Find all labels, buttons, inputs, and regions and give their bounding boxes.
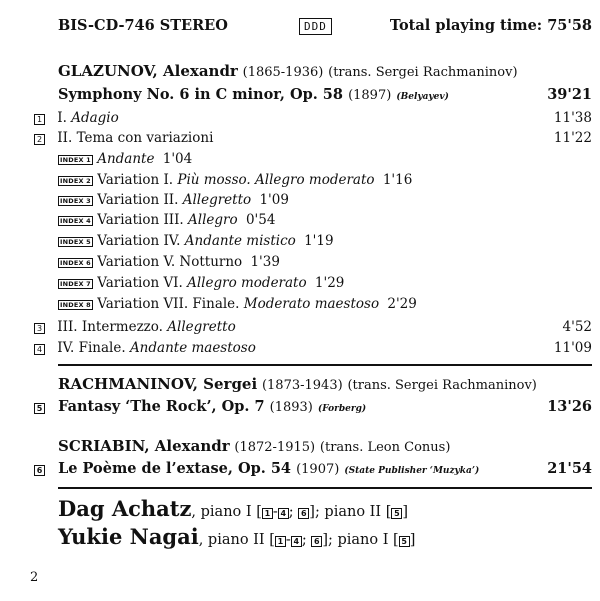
work-title: Le Poème de l’extase, Op. 54 bbox=[58, 460, 292, 477]
work-publisher: (Forberg) bbox=[317, 404, 367, 414]
track-number: 1 bbox=[262, 508, 273, 519]
work-publisher: (State Publisher ‘Muzyka’) bbox=[344, 466, 480, 476]
work-title: Symphony No. 6 in C minor, Op. 58 bbox=[58, 86, 343, 103]
index-duration: 1'39 bbox=[250, 254, 280, 270]
work-title-line bbox=[34, 398, 366, 415]
separator: ; bbox=[288, 504, 294, 520]
track-number: 5 bbox=[399, 536, 410, 547]
index-duration: 1'09 bbox=[259, 192, 289, 208]
movement-number: I. bbox=[57, 110, 67, 126]
performer-role: , piano II [ bbox=[198, 532, 275, 548]
work-title-line bbox=[34, 460, 479, 477]
index-duration: 1'16 bbox=[382, 172, 413, 188]
movement-line bbox=[34, 319, 236, 335]
index-marker: INDEX 2 bbox=[60, 177, 91, 185]
index-prefix: Variation VII. Finale. bbox=[97, 296, 240, 312]
range-dash: - bbox=[285, 532, 291, 548]
index-title: Allegretto bbox=[182, 192, 252, 208]
section-divider bbox=[58, 487, 592, 489]
index-title: Andante mistico bbox=[184, 233, 296, 249]
separator: ; bbox=[301, 532, 307, 548]
index-marker: INDEX 5 bbox=[60, 238, 91, 246]
index-title: Più mosso. Allegro moderato bbox=[177, 172, 375, 188]
index-marker: INDEX 4 bbox=[60, 217, 91, 225]
index-duration: 0'54 bbox=[245, 212, 276, 228]
bracket: ] bbox=[402, 504, 409, 520]
composer-name: SCRIABIN, Alexandr bbox=[58, 437, 230, 455]
catalog-number: BIS-CD-746 STEREO bbox=[58, 17, 228, 34]
work-title-line bbox=[58, 86, 449, 103]
movement-duration: 4'52 bbox=[562, 319, 592, 335]
track-number: 6 bbox=[34, 465, 45, 476]
bracket: ] bbox=[409, 532, 416, 548]
index-marker: INDEX 1 bbox=[60, 156, 91, 164]
movement-duration: 11'09 bbox=[553, 340, 592, 356]
performer-role: ]; piano II [ bbox=[309, 504, 392, 520]
index-prefix: Variation V. Notturno bbox=[97, 254, 243, 270]
track-number: 4 bbox=[34, 344, 45, 355]
movement-title: Tema con variazioni bbox=[76, 130, 214, 146]
total-playing-time: Total playing time: 75'58 bbox=[389, 17, 592, 34]
movement-number: IV. Finale. bbox=[57, 340, 126, 356]
page-number: 2 bbox=[30, 570, 39, 585]
movement-title: Andante maestoso bbox=[129, 340, 256, 356]
track-number: 5 bbox=[34, 403, 45, 414]
index-marker: INDEX 6 bbox=[60, 259, 91, 267]
transcriber: (trans. Sergei Rachmaninov) bbox=[347, 378, 537, 393]
movement-number: III. Intermezzo. bbox=[57, 319, 163, 335]
track-number: 2 bbox=[34, 134, 45, 145]
performer-name: Dag Achatz bbox=[58, 496, 192, 521]
index-prefix: Variation I. bbox=[97, 172, 174, 188]
work-publisher: (Belyayev) bbox=[396, 92, 449, 102]
index-duration: 1'04 bbox=[162, 151, 193, 167]
index-title: Allegro moderato bbox=[187, 275, 307, 291]
index-prefix: Variation IV. bbox=[97, 233, 181, 249]
work-duration: 39'21 bbox=[547, 86, 592, 103]
composer-dates: (1872-1915) bbox=[234, 440, 316, 455]
performer-line bbox=[58, 496, 408, 521]
index-marker: INDEX 8 bbox=[60, 301, 91, 309]
work-duration: 13'26 bbox=[547, 398, 592, 415]
index-line bbox=[58, 233, 334, 249]
index-line bbox=[58, 275, 344, 291]
work-year: (1897) bbox=[348, 88, 392, 103]
track-number: 4 bbox=[291, 536, 302, 547]
work-title: Fantasy ‘The Rock’, Op. 7 bbox=[58, 398, 265, 415]
index-line bbox=[58, 212, 275, 228]
movement-duration: 11'22 bbox=[553, 130, 592, 146]
section-divider bbox=[58, 364, 592, 366]
work-year: (1907) bbox=[296, 462, 340, 477]
track-number: 4 bbox=[278, 508, 289, 519]
track-number: 1 bbox=[34, 114, 45, 125]
index-marker: INDEX 7 bbox=[60, 280, 91, 288]
index-line bbox=[58, 172, 412, 188]
index-marker: INDEX 3 bbox=[60, 197, 91, 205]
index-duration: 1'29 bbox=[314, 275, 345, 291]
index-prefix: Variation VI. bbox=[97, 275, 183, 291]
movement-line bbox=[34, 130, 213, 146]
performer-name: Yukie Nagai bbox=[58, 524, 199, 549]
work-year: (1893) bbox=[269, 400, 313, 415]
composer-name: RACHMANINOV, Sergei bbox=[58, 375, 258, 393]
index-prefix: Variation II. bbox=[97, 192, 179, 208]
movement-line bbox=[34, 110, 119, 126]
index-line bbox=[58, 192, 289, 208]
movement-number: II. bbox=[57, 130, 73, 146]
index-line bbox=[58, 151, 192, 167]
composer-dates: (1865-1936) bbox=[242, 65, 324, 80]
index-prefix: Variation III. bbox=[97, 212, 184, 228]
performer-line bbox=[58, 524, 415, 549]
performer-role: , piano I [ bbox=[191, 504, 262, 520]
index-line bbox=[58, 296, 417, 312]
composer-name: GLAZUNOV, Alexandr bbox=[58, 62, 238, 80]
index-title: Allegro bbox=[188, 212, 238, 228]
transcriber: (trans. Leon Conus) bbox=[319, 440, 451, 455]
work-duration: 21'54 bbox=[547, 460, 592, 477]
composer-line bbox=[58, 62, 518, 80]
movement-title: Allegretto bbox=[167, 319, 236, 335]
index-title: Andante bbox=[97, 151, 155, 167]
composer-line bbox=[58, 375, 537, 393]
movement-line bbox=[34, 340, 256, 356]
ddd-badge: DDD bbox=[299, 18, 332, 35]
range-dash: - bbox=[272, 504, 278, 520]
composer-dates: (1873-1943) bbox=[261, 378, 343, 393]
performer-role: ]; piano I [ bbox=[322, 532, 399, 548]
track-number: 6 bbox=[298, 508, 309, 519]
composer-line bbox=[58, 437, 450, 455]
index-duration: 2'29 bbox=[387, 296, 417, 312]
index-line bbox=[58, 254, 280, 270]
index-duration: 1'19 bbox=[304, 233, 334, 249]
movement-duration: 11'38 bbox=[553, 110, 592, 126]
movement-title: Adagio bbox=[71, 110, 119, 126]
index-title: Moderato maestoso bbox=[243, 296, 380, 312]
transcriber: (trans. Sergei Rachmaninov) bbox=[328, 65, 518, 80]
track-number: 3 bbox=[34, 323, 45, 334]
track-number: 1 bbox=[275, 536, 286, 547]
track-number: 5 bbox=[391, 508, 402, 519]
track-number: 6 bbox=[311, 536, 322, 547]
